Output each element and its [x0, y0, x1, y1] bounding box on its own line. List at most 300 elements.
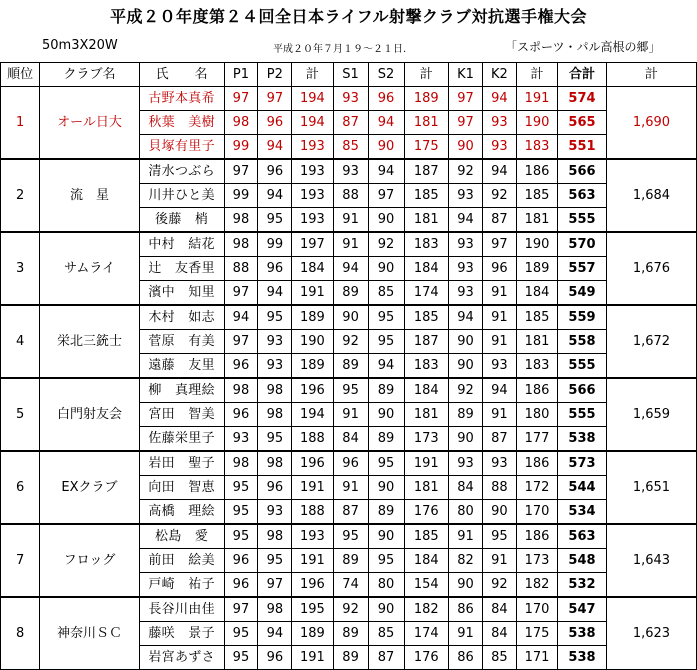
score-s2: 96 [368, 87, 404, 111]
score-p-subtotal: 188 [292, 427, 333, 452]
score-k2: 94 [482, 378, 516, 403]
score-s2: 85 [368, 281, 404, 306]
score-individual-total: 551 [558, 135, 607, 160]
score-k1: 90 [449, 135, 483, 160]
score-k2: 91 [482, 281, 516, 306]
score-s2: 90 [368, 476, 404, 500]
score-k-subtotal: 186 [516, 159, 557, 184]
score-individual-total: 532 [558, 573, 607, 598]
score-k2: 92 [482, 573, 516, 598]
team-total: 1,643 [606, 524, 696, 597]
score-p1: 93 [224, 427, 258, 452]
score-k2: 95 [482, 524, 516, 549]
score-k-subtotal: 191 [516, 87, 557, 111]
col-header-s1: S1 [333, 63, 368, 87]
player-name: 長谷川由佳 [139, 597, 224, 622]
score-s2: 95 [368, 330, 404, 354]
score-individual-total: 534 [558, 500, 607, 525]
score-p1: 97 [224, 159, 258, 184]
document-title: 平成２０年度第２４回全日本ライフル射撃クラブ対抗選手権大会 [110, 7, 587, 26]
player-name: 清水つぶら [139, 159, 224, 184]
score-k1: 93 [449, 184, 483, 208]
score-p2: 94 [258, 135, 292, 160]
team-rank: 2 [1, 159, 40, 232]
score-p1: 94 [224, 305, 258, 330]
score-s-subtotal: 181 [404, 208, 448, 233]
score-p1: 95 [224, 646, 258, 670]
score-individual-total: 538 [558, 646, 607, 670]
score-k2: 93 [482, 451, 516, 476]
score-individual-total: 574 [558, 87, 607, 111]
score-k-subtotal: 181 [516, 330, 557, 354]
player-name: 戸崎 祐子 [139, 573, 224, 598]
table-row [1, 305, 697, 330]
score-s-subtotal: 181 [404, 476, 448, 500]
score-p2: 96 [258, 257, 292, 281]
player-name: 前田 絵美 [139, 549, 224, 573]
score-k1: 97 [449, 111, 483, 135]
score-s-subtotal: 191 [404, 451, 448, 476]
score-s1: 89 [333, 646, 368, 670]
score-p2: 98 [258, 597, 292, 622]
score-k2: 97 [482, 232, 516, 257]
score-p-subtotal: 188 [292, 500, 333, 525]
player-name: 中村 結花 [139, 232, 224, 257]
player-name: 向田 智恵 [139, 476, 224, 500]
table-row [1, 232, 697, 257]
score-p1: 97 [224, 597, 258, 622]
score-k-subtotal: 175 [516, 622, 557, 646]
table-row [1, 159, 697, 184]
score-p2: 96 [258, 476, 292, 500]
score-s-subtotal: 176 [404, 646, 448, 670]
score-k2: 85 [482, 646, 516, 670]
score-p-subtotal: 189 [292, 354, 333, 379]
score-p-subtotal: 190 [292, 330, 333, 354]
score-s1: 74 [333, 573, 368, 598]
score-s-subtotal: 183 [404, 354, 448, 379]
score-s1: 89 [333, 354, 368, 379]
score-p2: 99 [258, 232, 292, 257]
score-k2: 92 [482, 184, 516, 208]
score-k-subtotal: 180 [516, 403, 557, 427]
col-header-k2: K2 [482, 63, 516, 87]
score-p1: 98 [224, 378, 258, 403]
score-s-subtotal: 181 [404, 111, 448, 135]
table-row [1, 378, 697, 403]
score-k2: 91 [482, 403, 516, 427]
score-p1: 96 [224, 403, 258, 427]
event-label: 50m3X20W [42, 38, 118, 53]
score-p2: 98 [258, 524, 292, 549]
score-s1: 91 [333, 476, 368, 500]
score-k1: 92 [449, 159, 483, 184]
score-individual-total: 566 [558, 159, 607, 184]
score-individual-total: 555 [558, 403, 607, 427]
score-s2: 80 [368, 573, 404, 598]
score-s1: 95 [333, 378, 368, 403]
score-k2: 88 [482, 476, 516, 500]
score-p1: 95 [224, 476, 258, 500]
col-header-club: クラブ名 [40, 63, 140, 87]
score-p1: 96 [224, 573, 258, 598]
score-s-subtotal: 174 [404, 622, 448, 646]
score-k1: 93 [449, 451, 483, 476]
score-k1: 94 [449, 208, 483, 233]
team-rank: 3 [1, 232, 40, 305]
score-s1: 92 [333, 330, 368, 354]
player-name: 藤咲 景子 [139, 622, 224, 646]
score-s1: 91 [333, 403, 368, 427]
score-p1: 97 [224, 87, 258, 111]
score-p-subtotal: 193 [292, 208, 333, 233]
player-name: 秋葉 美樹 [139, 111, 224, 135]
score-k-subtotal: 173 [516, 549, 557, 573]
team-rank: 8 [1, 597, 40, 670]
score-k2: 94 [482, 87, 516, 111]
club-name: 神奈川ＳＣ [40, 597, 140, 670]
score-k2: 87 [482, 208, 516, 233]
score-p1: 97 [224, 330, 258, 354]
player-name: 古野本真希 [139, 87, 224, 111]
score-individual-total: 549 [558, 281, 607, 306]
score-s-subtotal: 174 [404, 281, 448, 306]
score-s1: 92 [333, 597, 368, 622]
score-s1: 88 [333, 184, 368, 208]
player-name: 後藤 梢 [139, 208, 224, 233]
score-individual-total: 563 [558, 184, 607, 208]
score-p2: 94 [258, 622, 292, 646]
player-name: 川井ひと美 [139, 184, 224, 208]
player-name: 貝塚有里子 [139, 135, 224, 160]
score-p-subtotal: 193 [292, 159, 333, 184]
club-name: 栄北三銃士 [40, 305, 140, 378]
score-k1: 86 [449, 597, 483, 622]
score-k2: 94 [482, 159, 516, 184]
score-k2: 96 [482, 257, 516, 281]
score-p1: 95 [224, 622, 258, 646]
score-s1: 87 [333, 500, 368, 525]
score-k2: 93 [482, 135, 516, 160]
score-k1: 90 [449, 427, 483, 452]
score-s2: 90 [368, 257, 404, 281]
table-row [1, 524, 697, 549]
table-header-row [1, 63, 697, 87]
score-k1: 91 [449, 524, 483, 549]
score-p-subtotal: 191 [292, 646, 333, 670]
player-name: 佐藤栄里子 [139, 427, 224, 452]
score-k2: 91 [482, 330, 516, 354]
col-header-rank: 順位 [1, 63, 40, 87]
score-k-subtotal: 182 [516, 573, 557, 598]
score-k-subtotal: 171 [516, 646, 557, 670]
score-p-subtotal: 193 [292, 184, 333, 208]
score-p-subtotal: 196 [292, 378, 333, 403]
score-s1: 91 [333, 232, 368, 257]
col-header-p-subtotal: 計 [292, 63, 333, 87]
score-p2: 98 [258, 378, 292, 403]
score-s1: 85 [333, 135, 368, 160]
score-p2: 93 [258, 354, 292, 379]
player-name: 宮田 智美 [139, 403, 224, 427]
score-k2: 93 [482, 354, 516, 379]
score-individual-total: 555 [558, 354, 607, 379]
score-s2: 90 [368, 208, 404, 233]
col-header-p1: P1 [224, 63, 258, 87]
col-header-name: 氏 名 [139, 63, 224, 87]
score-p-subtotal: 194 [292, 87, 333, 111]
score-individual-total: 538 [558, 427, 607, 452]
score-s-subtotal: 185 [404, 524, 448, 549]
score-p2: 96 [258, 159, 292, 184]
score-s-subtotal: 187 [404, 330, 448, 354]
score-s1: 89 [333, 549, 368, 573]
score-individual-total: 547 [558, 597, 607, 622]
score-individual-total: 555 [558, 208, 607, 233]
score-s2: 94 [368, 354, 404, 379]
col-header-k-subtotal: 計 [516, 63, 557, 87]
score-k-subtotal: 172 [516, 476, 557, 500]
score-k1: 91 [449, 622, 483, 646]
score-s1: 93 [333, 159, 368, 184]
score-k1: 93 [449, 257, 483, 281]
score-individual-total: 548 [558, 549, 607, 573]
score-p-subtotal: 191 [292, 476, 333, 500]
player-name: 木村 如志 [139, 305, 224, 330]
score-s2: 95 [368, 305, 404, 330]
score-k2: 87 [482, 427, 516, 452]
score-p-subtotal: 194 [292, 403, 333, 427]
table-row [1, 87, 697, 111]
score-k-subtotal: 185 [516, 305, 557, 330]
score-s-subtotal: 189 [404, 87, 448, 111]
score-individual-total: 566 [558, 378, 607, 403]
score-s2: 90 [368, 597, 404, 622]
score-s-subtotal: 183 [404, 232, 448, 257]
event-venue: 「スポーツ・パル高根の郷」 [505, 40, 661, 54]
team-total: 1,651 [606, 451, 696, 524]
col-header-individual-total: 合計 [558, 63, 607, 87]
score-s-subtotal: 187 [404, 159, 448, 184]
team-rank: 6 [1, 451, 40, 524]
score-k-subtotal: 181 [516, 208, 557, 233]
score-p-subtotal: 197 [292, 232, 333, 257]
results-body [1, 87, 697, 670]
score-p-subtotal: 195 [292, 597, 333, 622]
score-s2: 94 [368, 111, 404, 135]
score-k1: 90 [449, 354, 483, 379]
player-name: 松島 愛 [139, 524, 224, 549]
col-header-k1: K1 [449, 63, 483, 87]
team-total: 1,672 [606, 305, 696, 378]
team-rank: 4 [1, 305, 40, 378]
score-s-subtotal: 173 [404, 427, 448, 452]
score-k2: 90 [482, 500, 516, 525]
score-p-subtotal: 189 [292, 622, 333, 646]
player-name: 辻 友香里 [139, 257, 224, 281]
score-individual-total: 558 [558, 330, 607, 354]
score-s-subtotal: 181 [404, 403, 448, 427]
score-p1: 98 [224, 451, 258, 476]
score-k2: 91 [482, 549, 516, 573]
score-s2: 87 [368, 646, 404, 670]
score-p1: 98 [224, 111, 258, 135]
score-individual-total: 573 [558, 451, 607, 476]
score-s-subtotal: 184 [404, 257, 448, 281]
team-total: 1,623 [606, 597, 696, 670]
score-p2: 94 [258, 184, 292, 208]
score-p2: 95 [258, 549, 292, 573]
score-p2: 98 [258, 403, 292, 427]
club-name: 流 星 [40, 159, 140, 232]
score-k2: 91 [482, 305, 516, 330]
score-s2: 94 [368, 159, 404, 184]
score-s2: 85 [368, 622, 404, 646]
score-k1: 82 [449, 549, 483, 573]
score-s-subtotal: 185 [404, 305, 448, 330]
club-name: EXクラブ [40, 451, 140, 524]
score-s2: 90 [368, 135, 404, 160]
score-p2: 93 [258, 330, 292, 354]
score-s-subtotal: 182 [404, 597, 448, 622]
score-s2: 89 [368, 427, 404, 452]
score-individual-total: 557 [558, 257, 607, 281]
score-s-subtotal: 154 [404, 573, 448, 598]
score-p-subtotal: 189 [292, 305, 333, 330]
score-s1: 96 [333, 451, 368, 476]
table-row [1, 597, 697, 622]
event-date: 平成２０年７月１９～２１日. [273, 44, 407, 55]
score-s2: 89 [368, 378, 404, 403]
score-k2: 93 [482, 111, 516, 135]
score-individual-total: 565 [558, 111, 607, 135]
score-k-subtotal: 189 [516, 257, 557, 281]
score-k1: 94 [449, 305, 483, 330]
score-s-subtotal: 185 [404, 184, 448, 208]
score-p1: 96 [224, 549, 258, 573]
score-k-subtotal: 186 [516, 524, 557, 549]
score-p1: 88 [224, 257, 258, 281]
results-table [0, 62, 697, 670]
club-name: サムライ [40, 232, 140, 305]
table-row [1, 451, 697, 476]
score-k1: 93 [449, 232, 483, 257]
team-rank: 1 [1, 87, 40, 160]
score-s1: 91 [333, 208, 368, 233]
score-k1: 84 [449, 476, 483, 500]
score-k-subtotal: 186 [516, 378, 557, 403]
score-p2: 97 [258, 573, 292, 598]
score-p2: 95 [258, 208, 292, 233]
score-s-subtotal: 176 [404, 500, 448, 525]
score-s2: 97 [368, 184, 404, 208]
score-s1: 84 [333, 427, 368, 452]
team-rank: 7 [1, 524, 40, 597]
score-s1: 89 [333, 622, 368, 646]
score-k-subtotal: 177 [516, 427, 557, 452]
club-name: 白門射友会 [40, 378, 140, 451]
club-name: オール日大 [40, 87, 140, 160]
score-p2: 98 [258, 451, 292, 476]
col-header-team-total: 計 [606, 63, 696, 87]
score-s2: 89 [368, 500, 404, 525]
score-s1: 87 [333, 111, 368, 135]
score-p-subtotal: 193 [292, 524, 333, 549]
score-s1: 90 [333, 305, 368, 330]
score-p1: 98 [224, 208, 258, 233]
col-header-p2: P2 [258, 63, 292, 87]
score-k2: 84 [482, 622, 516, 646]
score-s-subtotal: 175 [404, 135, 448, 160]
team-total: 1,659 [606, 378, 696, 451]
score-k-subtotal: 170 [516, 597, 557, 622]
score-p-subtotal: 196 [292, 573, 333, 598]
score-s2: 90 [368, 524, 404, 549]
score-p-subtotal: 194 [292, 111, 333, 135]
score-k-subtotal: 184 [516, 281, 557, 306]
player-name: 岩宮あずさ [139, 646, 224, 670]
score-p2: 95 [258, 427, 292, 452]
score-k1: 97 [449, 87, 483, 111]
player-name: 岩田 聖子 [139, 451, 224, 476]
score-p2: 96 [258, 111, 292, 135]
player-name: 柳 真理絵 [139, 378, 224, 403]
team-total: 1,684 [606, 159, 696, 232]
score-k-subtotal: 190 [516, 232, 557, 257]
score-p1: 95 [224, 524, 258, 549]
score-p-subtotal: 191 [292, 549, 333, 573]
score-s-subtotal: 184 [404, 378, 448, 403]
score-p1: 99 [224, 135, 258, 160]
score-p2: 96 [258, 646, 292, 670]
score-p-subtotal: 184 [292, 257, 333, 281]
score-k1: 90 [449, 573, 483, 598]
col-header-s-subtotal: 計 [404, 63, 448, 87]
score-k-subtotal: 186 [516, 451, 557, 476]
score-p-subtotal: 196 [292, 451, 333, 476]
score-p1: 99 [224, 184, 258, 208]
score-k-subtotal: 183 [516, 135, 557, 160]
score-individual-total: 559 [558, 305, 607, 330]
score-p2: 93 [258, 500, 292, 525]
score-p1: 95 [224, 500, 258, 525]
score-k1: 90 [449, 330, 483, 354]
score-s2: 90 [368, 403, 404, 427]
score-p-subtotal: 193 [292, 135, 333, 160]
score-p1: 98 [224, 232, 258, 257]
score-s-subtotal: 184 [404, 549, 448, 573]
score-k-subtotal: 185 [516, 184, 557, 208]
score-individual-total: 538 [558, 622, 607, 646]
team-total: 1,676 [606, 232, 696, 305]
score-s2: 95 [368, 451, 404, 476]
club-name: フロッグ [40, 524, 140, 597]
score-s1: 95 [333, 524, 368, 549]
score-k2: 84 [482, 597, 516, 622]
score-s2: 92 [368, 232, 404, 257]
score-s2: 95 [368, 549, 404, 573]
player-name: 濱中 知里 [139, 281, 224, 306]
score-k-subtotal: 183 [516, 354, 557, 379]
team-rank: 5 [1, 378, 40, 451]
score-p1: 97 [224, 281, 258, 306]
team-total: 1,690 [606, 87, 696, 160]
score-p1: 96 [224, 354, 258, 379]
score-p-subtotal: 191 [292, 281, 333, 306]
score-s1: 93 [333, 87, 368, 111]
player-name: 菅原 有美 [139, 330, 224, 354]
score-k1: 93 [449, 281, 483, 306]
